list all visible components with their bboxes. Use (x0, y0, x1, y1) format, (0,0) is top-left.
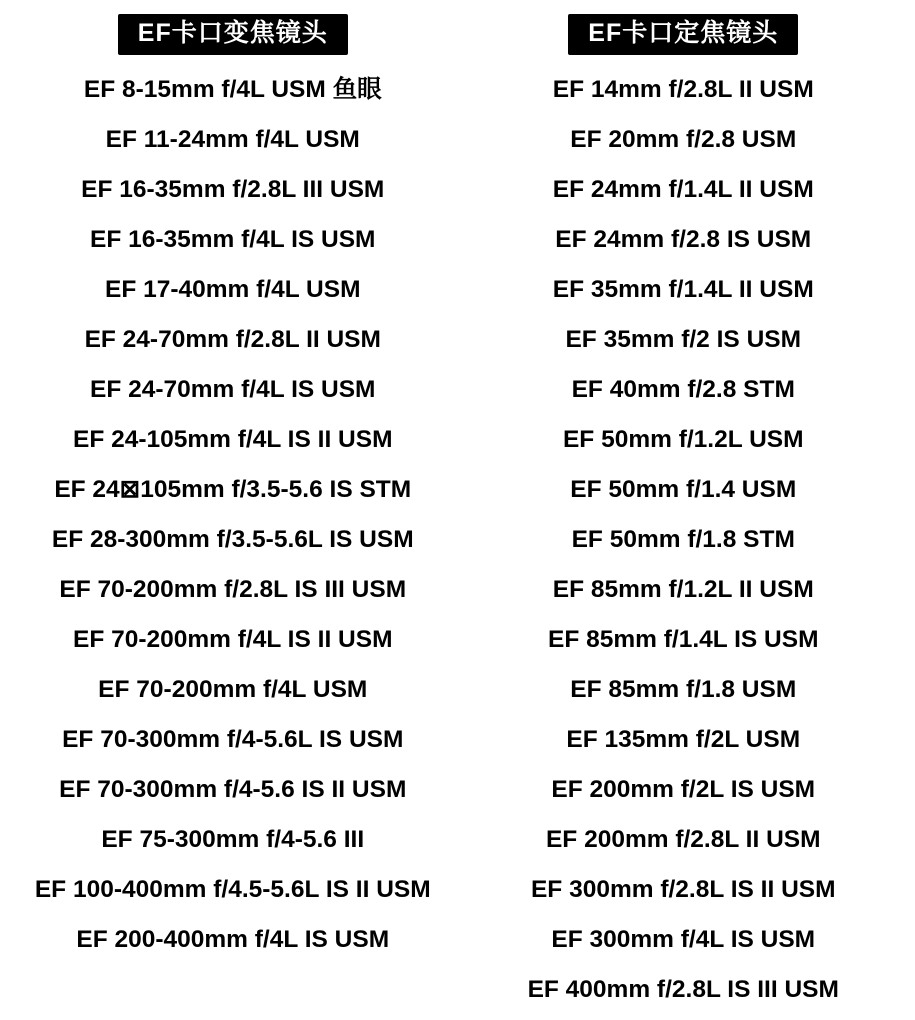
list-item: EF 70-300mm f/4-5.6 IS II USM (59, 775, 407, 803)
list-item: EF 40mm f/2.8 STM (571, 375, 795, 403)
zoom-lens-column (0, 14, 458, 1020)
list-item: EF 8-15mm f/4L USM 鱼眼 (83, 75, 382, 103)
list-item: EF 24mm f/2.8 IS USM (555, 225, 812, 253)
list-item: EF 70-300mm f/4-5.6L IS USM (62, 725, 404, 753)
list-item: EF 24-70mm f/4L IS USM (90, 375, 376, 403)
zoom-lens-list (8, 65, 458, 965)
list-item: EF 17-40mm f/4L USM (104, 275, 361, 303)
list-item: EF 28-300mm f/3.5-5.6L IS USM (51, 525, 414, 553)
list-item: EF 50mm f/1.2L USM (562, 425, 804, 453)
list-item: EF 400mm f/2.8L IS III USM (527, 975, 839, 1003)
list-item: EF 200-400mm f/4L IS USM (76, 925, 390, 953)
list-item: EF 70-200mm f/4L USM (98, 675, 368, 703)
prime-lens-column (458, 14, 915, 1020)
list-item: EF 24-105mm f/4L IS II USM (72, 425, 393, 453)
list-item: EF 85mm f/1.8 USM (570, 675, 797, 703)
list-item: EF 200mm f/2L IS USM (551, 775, 816, 803)
list-item: EF 70-200mm f/4L IS II USM (72, 625, 393, 653)
list-item: EF 24mm f/1.4L II USM (552, 175, 814, 203)
list-item: EF 35mm f/2 IS USM (565, 325, 802, 353)
list-item: EF 300mm f/4L IS USM (551, 925, 816, 953)
list-item: EF 75-300mm f/4-5.6 III (101, 825, 365, 853)
prime-lens-column-header: EF卡口定焦镜头 (568, 14, 798, 55)
list-item: EF 85mm f/1.4L IS USM (548, 625, 819, 653)
list-item: EF 14mm f/2.8L II USM (552, 75, 814, 103)
list-item: EF 20mm f/2.8 USM (570, 125, 797, 153)
list-item: EF 50mm f/1.8 STM (571, 525, 795, 553)
list-item: EF 100-400mm f/4.5-5.6L IS II USM (34, 875, 431, 903)
list-item: EF 16-35mm f/2.8L III USM (81, 175, 385, 203)
list-item: EF 11-24mm f/4L USM (105, 125, 360, 153)
list-item: EF 24⊠105mm f/3.5-5.6 IS STM (54, 475, 412, 503)
list-item: EF 50mm f/1.4 USM (570, 475, 797, 503)
list-item: EF 24-70mm f/2.8L II USM (84, 325, 381, 353)
prime-lens-list (458, 65, 910, 1015)
zoom-lens-column-header: EF卡口变焦镜头 (118, 14, 348, 55)
list-item: EF 35mm f/1.4L II USM (552, 275, 814, 303)
list-item: EF 70-200mm f/2.8L IS III USM (59, 575, 407, 603)
list-item: EF 200mm f/2.8L II USM (545, 825, 821, 853)
list-item: EF 16-35mm f/4L IS USM (90, 225, 376, 253)
list-item: EF 85mm f/1.2L II USM (552, 575, 814, 603)
list-item: EF 135mm f/2L USM (566, 725, 801, 753)
list-item: EF 300mm f/2.8L IS II USM (530, 875, 836, 903)
